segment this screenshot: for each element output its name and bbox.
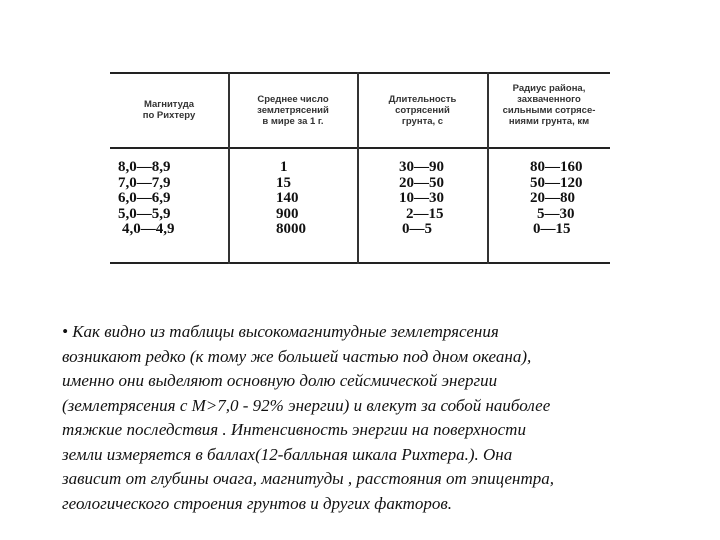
table-cell: 900 [276,205,299,222]
paragraph-line: • Как видно из таблицы высокомагнитудные землетрясения [62,322,499,341]
paragraph-line: (землетрясения с М>7,0 - 92% энергии) и влекут за собой наиболее [62,395,551,415]
table-cell: 7,0—7,9 [118,174,171,191]
paragraph-line: тяжкие последствия . Интенсивность энергии на поверхности [62,420,526,439]
header-line: Среднее число [257,93,329,105]
column-annual-count [276,160,306,238]
table-cell: 8000 [276,221,306,237]
header-line: землетрясений [257,104,329,116]
paragraph-line: именно они выделяют основную долю сейсмической энергии [62,371,498,390]
table-cell: 1 [280,159,288,175]
table-cell: 0—15 [533,221,571,237]
header-line: сильными сотрясе- [502,105,596,116]
header-annual-count [229,74,357,146]
table-cell: 2—15 [406,205,444,222]
column-magnitude [118,160,175,238]
header-line: по Рихтеру [142,110,196,121]
table-cell: 8,0—8,9 [118,159,171,175]
header-line: грунта, с [401,115,444,127]
paragraph-line: земли измеряется в баллах(12-балльная шкала Рихтера.). Она [62,444,513,464]
table-cell: 80—160 [530,159,583,175]
table-bottom-rule [110,262,610,264]
table-cell: 6,0—6,9 [118,190,171,206]
table-cell: 20—50 [399,174,444,191]
header-line: захваченного [517,94,581,105]
header-radius [488,72,610,138]
header-line: сотрясений [395,104,450,116]
paragraph-line: зависит от глубины очага, магнитуды , расстояния от эпицентра, [62,469,555,488]
earthquake-table [110,72,610,264]
table-cell: 30—90 [399,159,444,175]
table-cell: 20—80 [530,190,575,206]
header-line: Длительность [388,93,457,105]
table-cell: 10—30 [399,190,444,206]
paragraph-line: возникают редко (к тому же большей частью под дном океана), [62,346,532,366]
body-paragraph [62,320,682,516]
table-cell: 4,0—4,9 [122,221,175,237]
table-cell: 140 [276,190,299,206]
header-line: ниями грунта, км [508,116,590,127]
table-cell: 0—5 [402,221,432,237]
header-line: Радиус района, [512,83,586,94]
column-radius [530,160,583,238]
table-cell: 15 [276,174,291,191]
table-cell: 50—120 [530,174,583,191]
header-rule [110,147,610,149]
header-duration [358,74,487,146]
column-duration [399,160,444,238]
table-cell: 5—30 [537,205,575,222]
header-line: в мире за 1 г. [262,115,324,127]
header-line: Магнитуда [143,99,195,110]
header-magnitude [110,74,228,146]
table-cell: 5,0—5,9 [118,205,171,222]
paragraph-line: геологического строения грунтов и других факторов. [62,493,452,513]
